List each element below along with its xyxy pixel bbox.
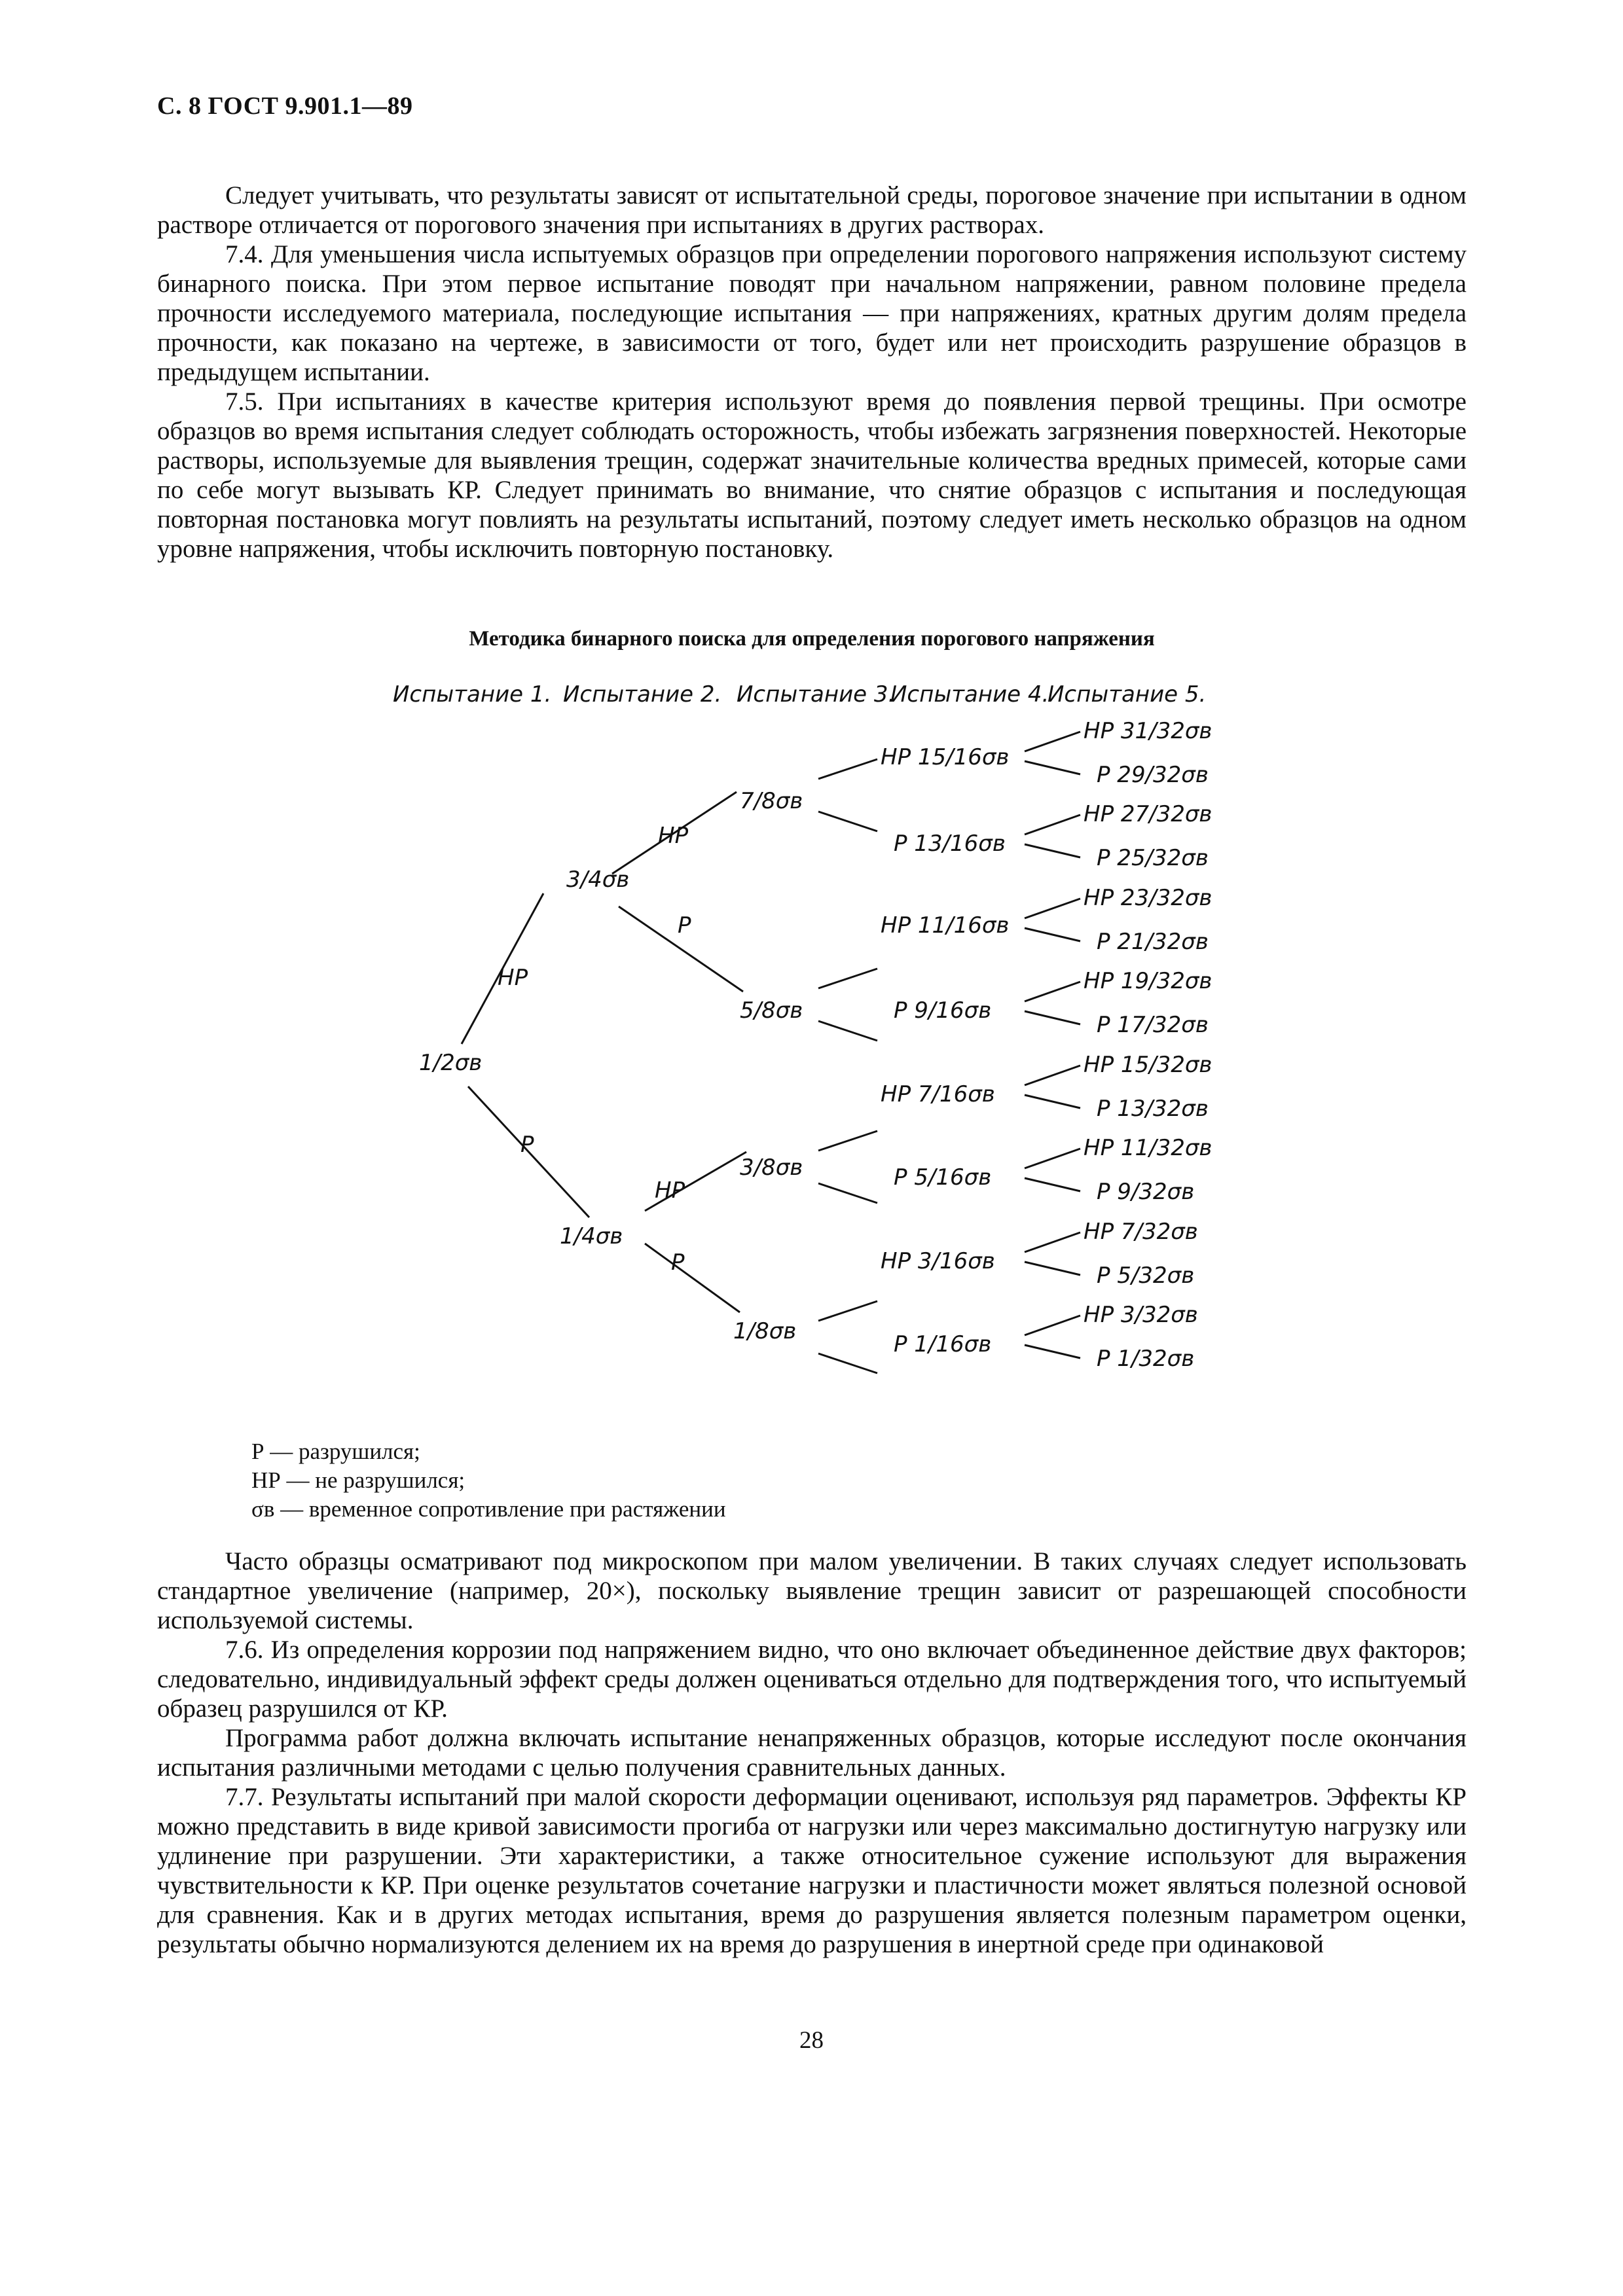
node-level-4: НР 11/16σв xyxy=(881,912,1010,939)
legend-item-p: Р — разрушился; xyxy=(251,1439,420,1464)
node-level-2: 1/4σв xyxy=(560,1223,623,1249)
edge xyxy=(1025,815,1080,834)
node-level-5: Р 17/32σв xyxy=(1097,1012,1209,1038)
edge xyxy=(1025,844,1080,857)
edge xyxy=(818,759,877,779)
edge xyxy=(818,1183,877,1203)
node-level-5: НР 3/32σв xyxy=(1084,1302,1198,1328)
node-level-4: НР 3/16σв xyxy=(881,1248,995,1274)
document-header: С. 8 ГОСТ 9.901.1—89 xyxy=(157,92,413,120)
legend-item-hp: НР — не разрушился; xyxy=(251,1467,465,1493)
binary-search-tree-diagram xyxy=(0,668,1623,1414)
column-header-5: Испытание 5. xyxy=(1048,681,1207,708)
paragraph-7-5: 7.5. При испытаниях в качестве критерия используют время до появления первой трещины. При осмотре образцов во время испытания следует соблюдать осторожность, чтобы избежать загрязнения поверхностей. Некоторые растворы, используемые для выявления трещин, содержат значительные количества вредных примесей, которые сами по себе могут вызывать КР. Следует принимать во внимание, что снятие образцов с испытания и последующая повторная постановка могут повлиять на результаты испытаний, поэтому следует иметь несколько образцов на одном уровне напряжения, чтобы исключить повторную постановку. xyxy=(157,387,1467,563)
figure-legend xyxy=(251,1437,726,1524)
legend-item-sigma: σв — временное сопротивление при растяжении xyxy=(251,1496,726,1522)
edge xyxy=(1025,1095,1080,1108)
node-level-5: НР 23/32σв xyxy=(1084,885,1213,911)
node-level-4: Р 1/16σв xyxy=(894,1331,992,1357)
node-level-5: НР 11/32σв xyxy=(1084,1135,1213,1161)
node-level-3: 7/8σв xyxy=(740,788,803,814)
edge xyxy=(818,969,877,988)
node-level-5: Р 13/32σв xyxy=(1097,1096,1209,1122)
edge xyxy=(818,812,877,831)
bottom-text-block xyxy=(157,1547,1467,1959)
top-text-block xyxy=(157,181,1467,564)
branch-label-hp: НР xyxy=(655,1177,685,1204)
branch-label-p: Р xyxy=(678,912,691,939)
edge xyxy=(1025,1149,1080,1168)
node-level-5: Р 25/32σв xyxy=(1097,845,1209,871)
node-level-5: Р 9/32σв xyxy=(1097,1179,1195,1205)
branch-label-p: Р xyxy=(520,1132,534,1158)
column-header-3: Испытание 3. xyxy=(737,681,896,708)
node-level-5: НР 15/32σв xyxy=(1084,1052,1213,1078)
edge xyxy=(1025,761,1080,774)
edge xyxy=(1025,732,1080,751)
paragraph: Следует учитывать, что результаты зависят от испытательной среды, пороговое значение при испытании в одном растворе отличается от порогового значения при испытаниях в других растворах. xyxy=(157,181,1467,239)
branch-label-p: Р xyxy=(671,1249,685,1276)
node-level-3: 3/8σв xyxy=(740,1155,803,1181)
node-level-5: Р 21/32σв xyxy=(1097,929,1209,955)
edge xyxy=(1025,899,1080,918)
edge xyxy=(818,1301,877,1321)
edge xyxy=(1025,1011,1080,1024)
node-level-5: Р 5/32σв xyxy=(1097,1263,1195,1289)
column-header-4: Испытание 4. xyxy=(890,681,1049,708)
edge xyxy=(818,1131,877,1151)
column-header-2: Испытание 2. xyxy=(563,681,722,708)
paragraph-7-6: 7.6. Из определения коррозии под напряжением видно, что оно включает объединенное действие двух факторов; следовательно, индивидуальный эффект среды должен оцениваться отдельно для подтверждения того, что испытуемый образец разрушился от КР. xyxy=(157,1636,1467,1723)
edge xyxy=(818,1021,877,1041)
node-level-3: 1/8σв xyxy=(733,1318,797,1344)
paragraph-7-4: 7.4. Для уменьшения числа испытуемых образцов при определении порогового напряжения используют систему бинарного поиска. При этом первое испытание поводят при начальном напряжении, равном половине предела прочности исследуемого материала, последующие испытания — при напряжениях, кратных другим долям предела прочности, как показано на чертеже, в зависимости от того, будет или нет происходить разрушение образцов в предыдущем испытании. xyxy=(157,240,1467,386)
paragraph-7-7: 7.7. Результаты испытаний при малой скорости деформации оценивают, используя ряд параметров. Эффекты КР можно представить в виде кривой зависимости прогиба от нагрузки или через максимально достигнутую нагрузку или удлинение при разрушении. Эти характеристики, а также относительное сужение используют для выражения чувствительности к КР. При оценке результатов сочетание нагрузки и пластичности может являться полезной основой для сравнения. Как и в других методах испытания, время до разрушения является полезным параметром оценки, результаты обычно нормализуются делением их на время до разрушения в инертной среде при одинаковой xyxy=(157,1783,1467,1958)
edge xyxy=(1025,1345,1080,1358)
tree-nodes xyxy=(419,718,1212,1372)
node-level-4: Р 9/16σв xyxy=(894,997,992,1024)
node-level-5: НР 31/32σв xyxy=(1084,718,1213,744)
node-root: 1/2σв xyxy=(419,1050,483,1076)
node-level-4: Р 5/16σв xyxy=(894,1164,992,1191)
edge xyxy=(1025,1066,1080,1085)
edge-1-4-down xyxy=(645,1244,740,1312)
column-headers xyxy=(393,681,1206,708)
node-level-5: НР 27/32σв xyxy=(1084,801,1213,827)
column-header-1: Испытание 1. xyxy=(393,681,552,708)
edge xyxy=(1025,1232,1080,1252)
node-level-5: НР 19/32σв xyxy=(1084,968,1213,994)
node-level-4: Р 13/16σв xyxy=(894,831,1006,857)
edge xyxy=(1025,1262,1080,1275)
tree-edges xyxy=(462,732,1080,1373)
edge xyxy=(1025,1178,1080,1191)
node-level-3: 5/8σв xyxy=(740,997,803,1024)
edge xyxy=(818,1354,877,1373)
paragraph-program: Программа работ должна включать испытание ненапряженных образцов, которые исследуют после окончания испытания различными методами с целью получения сравнительных данных. xyxy=(157,1724,1467,1782)
node-level-5: Р 29/32σв xyxy=(1097,762,1209,788)
node-level-2: 3/4σв xyxy=(566,867,630,893)
node-level-5: Р 1/32σв xyxy=(1097,1346,1195,1372)
edge xyxy=(1025,928,1080,941)
node-level-5: НР 7/32σв xyxy=(1084,1219,1198,1245)
figure-title: Методика бинарного поиска для определения порогового напряжения xyxy=(469,627,1155,651)
branch-label-hp: НР xyxy=(498,965,528,991)
page-number: 28 xyxy=(799,2027,824,2054)
node-level-4: НР 15/16σв xyxy=(881,744,1010,770)
paragraph-microscope: Часто образцы осматривают под микроскопом при малом увеличении. В таких случаях следует использовать стандартное увеличение (например, 20×), поскольку выявление трещин зависит от разрешающей способности используемой системы. xyxy=(157,1547,1467,1634)
branch-label-hp: НР xyxy=(658,823,689,849)
edge xyxy=(1025,982,1080,1001)
node-level-4: НР 7/16σв xyxy=(881,1081,995,1107)
edge xyxy=(1025,1316,1080,1335)
